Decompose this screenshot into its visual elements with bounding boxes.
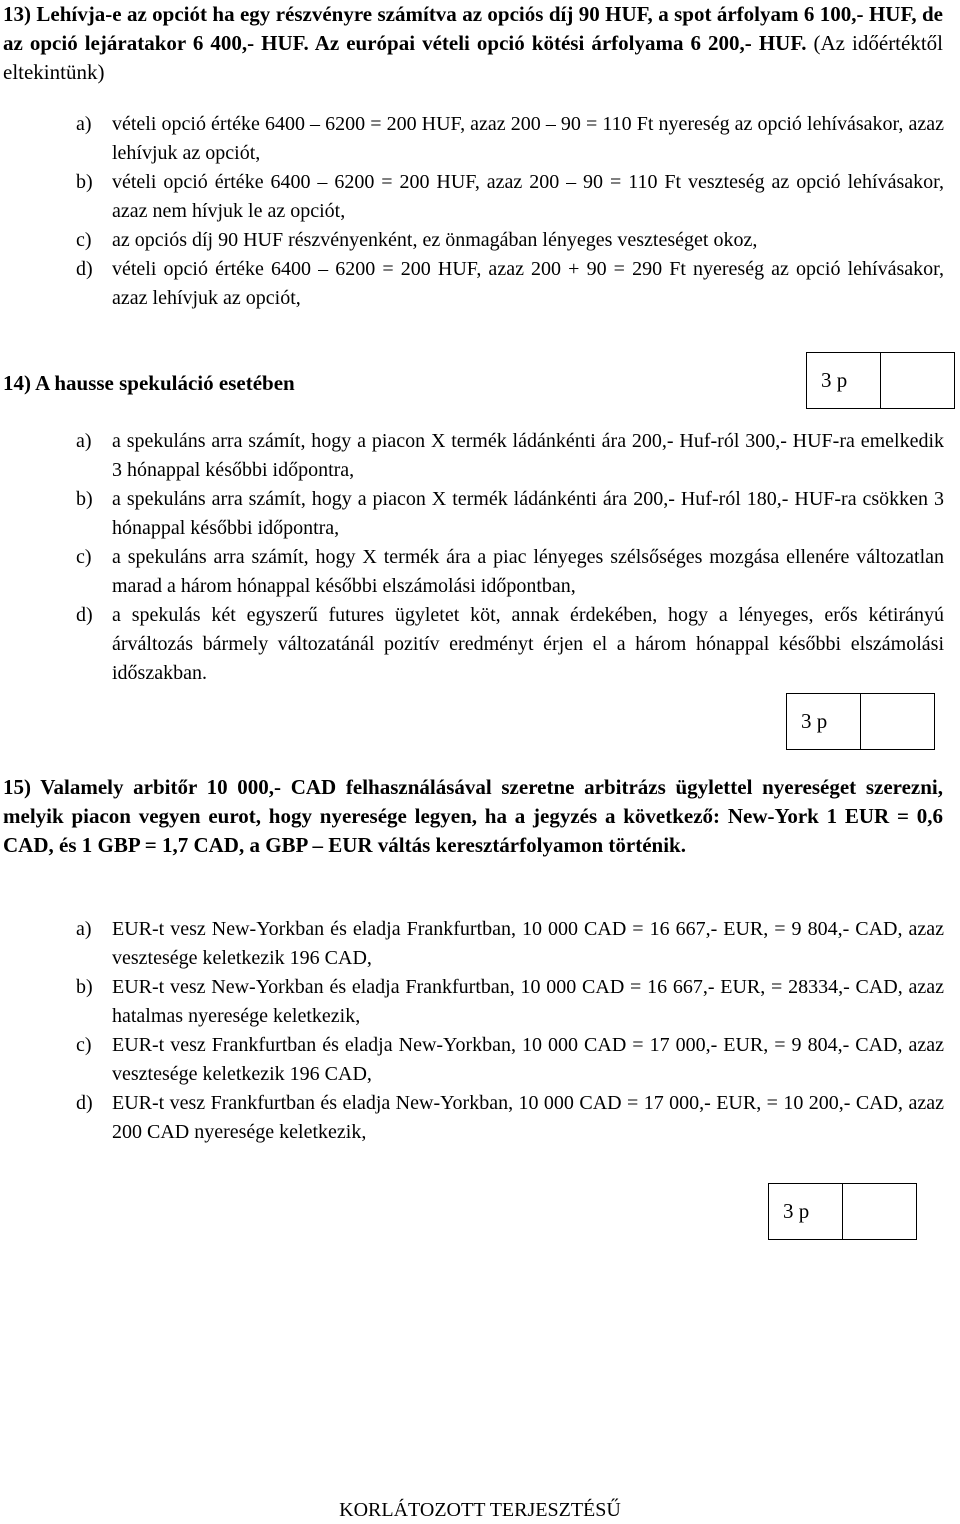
- answer-14a[interactable]: [76, 427, 944, 485]
- answer-text: vételi opció értéke 6400 – 6200 = 200 HUF, azaz 200 – 90 = 110 Ft veszteség az opció lehívásakor, azaz nem hívjuk le az opciót,: [112, 171, 944, 222]
- answer-text: a spekuláns arra számít, hogy a piacon X termék ládánkénti ára 200,- Huf-ról 180,- HUF-ra csökken 3 hónappal későbbi időpontra,: [112, 488, 944, 539]
- score-label: 3 p: [787, 694, 861, 749]
- answer-letter: d): [76, 604, 93, 626]
- answer-text: a spekuláns arra számít, hogy a piacon X termék ládánkénti ára 200,- Huf-ról 300,- HUF-ra emelkedik 3 hónappal későbbi időpontra,: [112, 430, 944, 481]
- answer-letter: a): [76, 113, 92, 135]
- answer-14d[interactable]: [76, 601, 944, 688]
- answer-letter: a): [76, 918, 92, 940]
- score-entry-box[interactable]: [843, 1184, 916, 1239]
- score-label: 3 p: [807, 353, 881, 408]
- answer-letter: a): [76, 430, 92, 452]
- question-13-text: 13) Lehívja-e az opciót ha egy részvényre számítva az opciós díj 90 HUF, a spot árfolyam 6 100,- HUF, de az opció lejáratakor 6 400,- HUF. Az európai vételi opció kötési árfolyama 6 200,- HUF.: [3, 2, 943, 55]
- score-label: 3 p: [769, 1184, 843, 1239]
- answer-text: EUR-t vesz New-Yorkban és eladja Frankfurtban, 10 000 CAD = 16 667,- EUR, = 9 804,- CAD, azaz vesztesége keletkezik 196 CAD,: [112, 918, 944, 969]
- answer-letter: c): [76, 546, 92, 568]
- answer-text: EUR-t vesz New-Yorkban és eladja Frankfurtban, 10 000 CAD = 16 667,- EUR, = 28334,- CAD, azaz hatalmas nyeresége keletkezik,: [112, 976, 944, 1027]
- answer-13b[interactable]: [76, 168, 944, 226]
- question-13-answers: [76, 110, 944, 313]
- question-15-title: 15) Valamely arbitőr 10 000,- CAD felhasználásával szeretne arbitrázs ügylettel nyereséget szerezni, melyik piacon vegyen eurot, hogy nyeresége legyen, ha a jegyzés a következő: New-York 1 EUR = 0,6 CAD, és 1 GBP = 1,7 CAD, a GBP – EUR váltás keresztárfolyamon történik.: [3, 775, 943, 857]
- answer-letter: b): [76, 171, 93, 193]
- page-footer: KORLÁTOZOTT TERJESZTÉSŰ: [339, 1499, 621, 1521]
- answer-14b[interactable]: [76, 485, 944, 543]
- score-entry-box[interactable]: [861, 694, 934, 749]
- answer-letter: d): [76, 1092, 93, 1114]
- score-box-14: [806, 352, 955, 409]
- answer-15d[interactable]: [76, 1089, 944, 1147]
- answer-15b[interactable]: [76, 973, 944, 1031]
- answer-15c[interactable]: [76, 1031, 944, 1089]
- answer-letter: d): [76, 258, 93, 280]
- answer-15a[interactable]: [76, 915, 944, 973]
- answer-text: az opciós díj 90 HUF részvényenként, ez önmagában lényeges veszteséget okoz,: [112, 229, 758, 251]
- answer-13a[interactable]: [76, 110, 944, 168]
- answer-text: vételi opció értéke 6400 – 6200 = 200 HUF, azaz 200 + 90 = 290 Ft nyereség az opció lehívásakor, azaz lehívjuk az opciót,: [112, 258, 944, 309]
- answer-letter: c): [76, 229, 92, 251]
- answer-text: a spekulás két egyszerű futures ügyletet köt, annak érdekében, hogy a lényeges, erős kétirányú árváltozás bármely változatánál pozitív eredményt érjen el a három hónappal későbbi elszámolási időszakban.: [112, 604, 944, 684]
- answer-letter: c): [76, 1034, 92, 1056]
- answer-letter: b): [76, 488, 93, 510]
- answer-text: EUR-t vesz Frankfurtban és eladja New-Yorkban, 10 000 CAD = 17 000,- EUR, = 10 200,- CAD, azaz 200 CAD nyeresége keletkezik,: [112, 1092, 944, 1143]
- answer-text: EUR-t vesz Frankfurtban és eladja New-Yorkban, 10 000 CAD = 17 000,- EUR, = 9 804,- CAD, azaz vesztesége keletkezik 196 CAD,: [112, 1034, 944, 1085]
- answer-14c[interactable]: [76, 543, 944, 601]
- question-13-title: [3, 0, 943, 87]
- question-14-answers: [76, 427, 944, 688]
- question-13-note: (Az időértéktől eltekintünk): [3, 31, 944, 84]
- answer-text: vételi opció értéke 6400 – 6200 = 200 HUF, azaz 200 – 90 = 110 Ft nyereség az opció lehívásakor, azaz lehívjuk az opciót,: [112, 113, 944, 164]
- answer-text: a spekuláns arra számít, hogy X termék ára a piac lényeges szélsőséges mozgása ellenére változatlan marad a három hónappal későbbi elszámolási időpontban,: [112, 546, 944, 597]
- answer-13d[interactable]: [76, 255, 944, 313]
- question-15-answers: [76, 915, 944, 1147]
- score-entry-box[interactable]: [881, 353, 954, 408]
- answer-letter: b): [76, 976, 93, 998]
- score-box-14-after: [786, 693, 935, 750]
- question-14-title: 14) A hausse spekuláció esetében: [3, 371, 295, 395]
- score-box-15: [768, 1183, 917, 1240]
- answer-13c[interactable]: [76, 226, 944, 255]
